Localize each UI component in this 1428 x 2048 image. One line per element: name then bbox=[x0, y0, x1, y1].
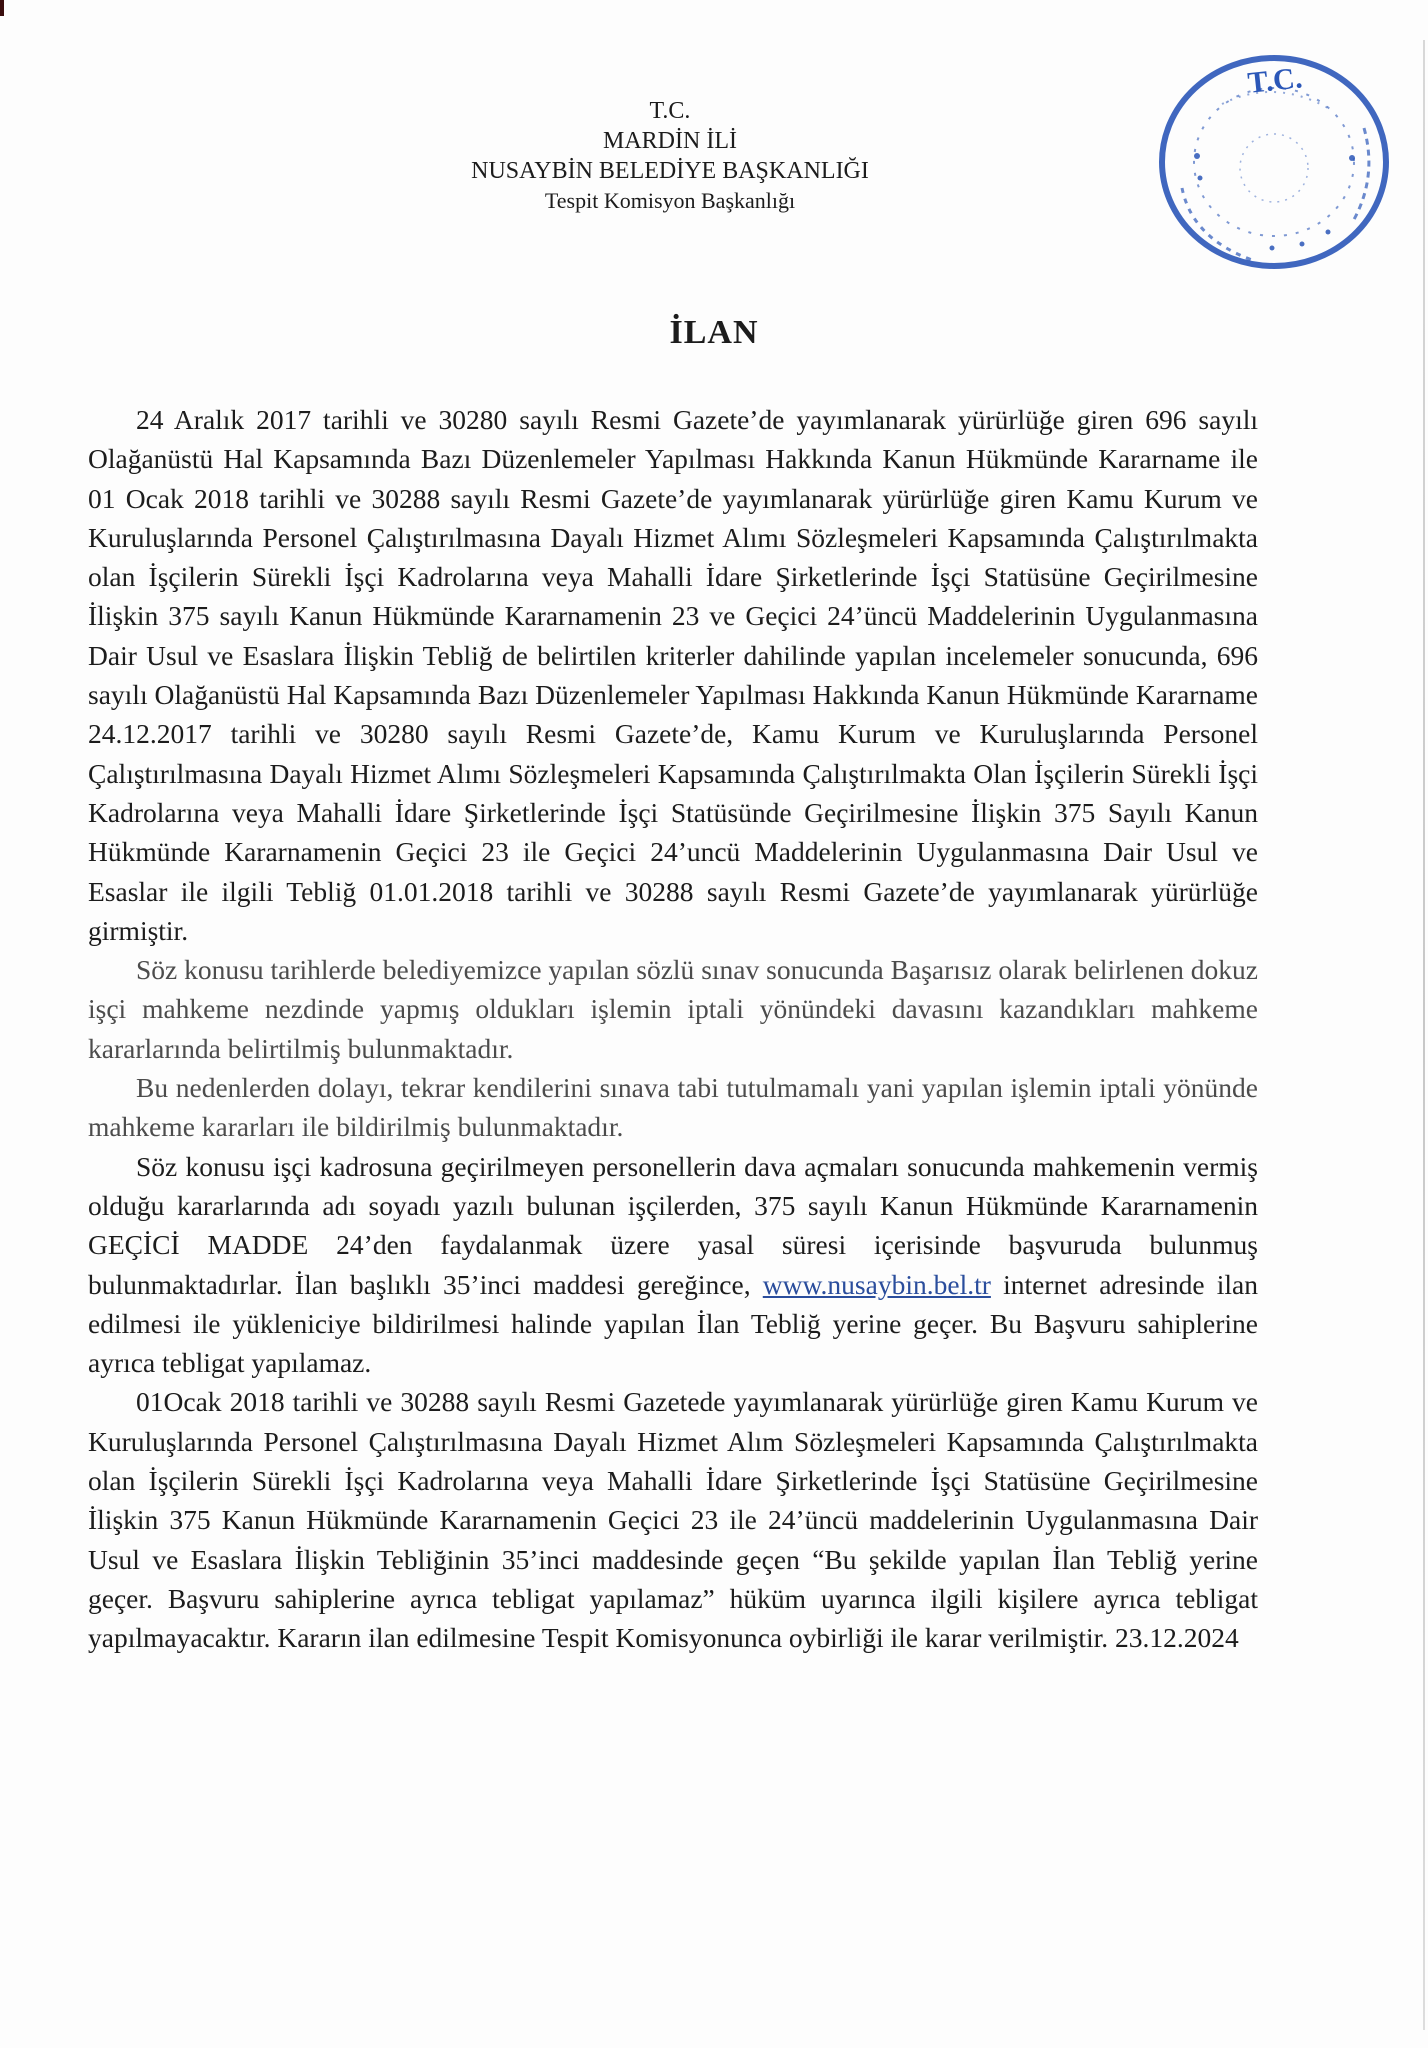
announcement-title: İLAN bbox=[669, 314, 759, 351]
document-header bbox=[380, 96, 960, 216]
announcement-body bbox=[88, 400, 1258, 1658]
paragraph-1: 24 Aralık 2017 tarihli ve 30280 sayılı Resmi Gazete’de yayımlanarak yürürlüğe giren 696 sayılı Olağanüstü Hal Kapsamında Bazı Düzenlemeler Yapılması Hakkında Kanun Hükmünde Kararname ile 01 Ocak 2018 tarihli ve 30288 sayılı Resmi Gazete’de yayımlanarak yürürlüğe giren Kamu Kurum ve Kuruluşlarında Personel Çalıştırılmasına Dayalı Hizmet Alımı Sözleşmeleri Kapsamında Çalıştırılmakta olan İşçilerin Sürekli İşçi Kadrolarına veya Mahalli İdare Şirketlerinde İşçi Statüsüne Geçirilmesine İlişkin 375 sayılı Kanun Hükmünde Kararnamenin 23 ve Geçici 24’üncü Maddelerinin Uygulanmasına Dair Usul ve Esaslara İlişkin Tebliğ de belirtilen kriterler dahilinde yapılan incelemeler sonucunda, 696 sayılı Olağanüstü Hal Kapsamında Bazı Düzenlemeler Yapılması Hakkında Kanun Hükmünde Kararname 24.12.2017 tarihli ve 30280 sayılı Resmi Gazete’de, Kamu Kurum ve Kuruluşlarında Personel Çalıştırılmasına Dayalı Hizmet Alımı Sözleşmeleri Kapsamında Çalıştırılmakta Olan İşçilerin Sürekli İşçi Kadrolarına veya Mahalli İdare Şirketlerinde İşçi Statüsünde Geçirilmesine İlişkin 375 Sayılı Kanun Hükmünde Kararnamenin Geçici 23 ile Geçici 24’uncü Maddelerinin Uygulanmasına Dair Usul ve Esaslar ile ilgili Tebliğ 01.01.2018 tarihli ve 30288 sayılı Resmi Gazete’de yayımlanarak yürürlüğe girmiştir. bbox=[88, 404, 1258, 946]
paragraph-4-text-before: Söz konusu işçi kadrosuna geçirilmeyen personellerin dava açmaları sonucunda mahkemenin vermiş olduğu kararlarında adı soyadı yazılı bulunan işçilerden, 375 sayılı Kanun Hükmünde Kararnamenin GEÇİCİ MADDE 24’den faydalanmak üzere yasal süresi içerisinde başvuruda bulunmuş bulunmaktadırlar. İlan başlıklı 35’inci maddesi gereğince, bbox=[88, 1150, 1258, 1300]
paragraph-3: Bu nedenlerden dolayı, tekrar kendilerini sınava tabi tutulmamalı yani yapılan işlemin iptali yönünde mahkeme kararları ile bildirilmiş bulunmaktadır. bbox=[88, 1072, 1258, 1143]
header-municipality: NUSAYBİN BELEDİYE BAŞKANLIĞI bbox=[471, 158, 869, 184]
paragraph-4-text-after: internet adresinde ilan edilmesi ile yükleniciye bildirilmesi halinde yapılan İlan Tebliğ yerine geçer. Bu Başvuru sahiplerine ayrıca tebligat yapılamaz. bbox=[88, 1268, 1258, 1379]
seal-text: T.C. bbox=[1246, 61, 1304, 100]
official-seal-icon bbox=[1152, 38, 1398, 284]
paragraph-5: 01Ocak 2018 tarihli ve 30288 sayılı Resmi Gazetede yayımlanarak yürürlüğe giren Kamu Kurum ve Kuruluşlarında Personel Çalıştırılmasına Dayalı Hizmet Alım Sözleşmeleri Kapsamında Çalıştırılmakta olan İşçilerin Sürekli İşçi Kadrolarına veya Mahalli İdare Şirketlerinde İşçi Statüsüne Geçirilmesine İlişkin 375 Kanun Hükmünde Kararnamenin Geçici 23 ile 24’üncü maddelerinin Uygulanmasına Dair Usul ve Esaslara İlişkin Tebliğinin 35’inci maddesinde geçen “Bu şekilde yapılan İlan Tebliğ yerine geçer. Başvuru sahiplerine ayrıca tebligat yapılamaz” hüküm uyarınca ilgili kişilere ayrıca tebligat yapılmayacaktır. Kararın ilan edilmesine Tespit Komisyonunca oybirliği ile karar verilmiştir. 23.12.2024 bbox=[88, 1386, 1258, 1654]
paragraph-4 bbox=[88, 1147, 1258, 1383]
header-commission: Tespit Komisyon Başkanlığı bbox=[544, 188, 796, 213]
header-country: T.C. bbox=[649, 98, 691, 124]
scan-corner-mark bbox=[0, 0, 4, 16]
website-link[interactable]: www.nusaybin.bel.tr bbox=[762, 1268, 991, 1300]
paragraph-2: Söz konusu tarihlerde belediyemizce yapılan sözlü sınav sonucunda Başarısız olarak belirlenen dokuz işçi mahkeme nezdinde yapmış oldukları işlemin iptali yönündeki davasını kazandıkları mahkeme kararlarında belirtilmiş bulunmaktadır. bbox=[88, 954, 1258, 1064]
header-province: MARDİN İLİ bbox=[603, 128, 737, 154]
